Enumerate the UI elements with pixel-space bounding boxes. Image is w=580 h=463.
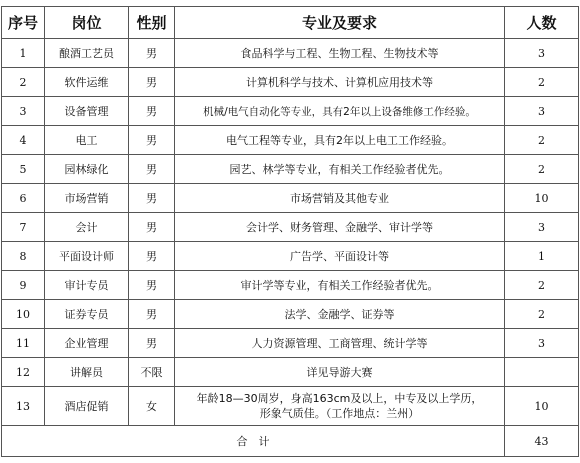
cell-requirements: 会计学、财务管理、金融学、审计学等 [175, 213, 505, 242]
cell-count: 2 [505, 68, 579, 97]
table-row [2, 300, 579, 329]
header-row [2, 7, 579, 39]
cell-requirements [175, 387, 505, 426]
cell-count: 2 [505, 126, 579, 155]
cell-gender: 男 [129, 68, 175, 97]
table-row [2, 126, 579, 155]
cell-gender: 男 [129, 184, 175, 213]
cell-seq: 1 [2, 39, 45, 68]
table-row [2, 68, 579, 97]
table-row [2, 97, 579, 126]
cell-gender: 女 [129, 387, 175, 426]
header-seq: 序号 [2, 7, 45, 39]
cell-position: 酿酒工艺员 [45, 39, 129, 68]
table-row [2, 358, 579, 387]
cell-position: 园林绿化 [45, 155, 129, 184]
cell-requirements: 园艺、林学等专业，有相关工作经验者优先。 [175, 155, 505, 184]
recruitment-table [1, 6, 579, 457]
table-row [2, 155, 579, 184]
total-label: 合 计 [2, 426, 505, 457]
table-row [2, 242, 579, 271]
cell-seq: 5 [2, 155, 45, 184]
cell-seq: 7 [2, 213, 45, 242]
cell-gender: 男 [129, 97, 175, 126]
cell-count: 10 [505, 184, 579, 213]
total-row [2, 426, 579, 457]
cell-gender: 男 [129, 329, 175, 358]
header-position: 岗位 [45, 7, 129, 39]
cell-position: 软件运维 [45, 68, 129, 97]
header-gender: 性别 [129, 7, 175, 39]
cell-count: 1 [505, 242, 579, 271]
cell-requirements: 审计学等专业，有相关工作经验者优先。 [175, 271, 505, 300]
cell-seq: 3 [2, 97, 45, 126]
cell-position: 平面设计师 [45, 242, 129, 271]
cell-position: 证券专员 [45, 300, 129, 329]
cell-gender: 不限 [129, 358, 175, 387]
cell-position: 电工 [45, 126, 129, 155]
cell-gender: 男 [129, 271, 175, 300]
cell-gender: 男 [129, 300, 175, 329]
cell-seq: 2 [2, 68, 45, 97]
cell-seq: 12 [2, 358, 45, 387]
cell-seq: 9 [2, 271, 45, 300]
table-row [2, 213, 579, 242]
cell-position: 酒店促销 [45, 387, 129, 426]
cell-position: 讲解员 [45, 358, 129, 387]
cell-requirements: 电气工程等专业，具有2年以上电工工作经验。 [175, 126, 505, 155]
cell-seq: 6 [2, 184, 45, 213]
cell-position: 企业管理 [45, 329, 129, 358]
cell-seq: 10 [2, 300, 45, 329]
cell-position: 会计 [45, 213, 129, 242]
table-row [2, 329, 579, 358]
header-count: 人数 [505, 7, 579, 39]
cell-requirements: 计算机科学与技术、计算机应用技术等 [175, 68, 505, 97]
cell-requirements: 食品科学与工程、生物工程、生物技术等 [175, 39, 505, 68]
cell-count: 3 [505, 39, 579, 68]
cell-requirements: 机械/电气自动化等专业，具有2年以上设备维修工作经验。 [175, 97, 505, 126]
cell-requirements: 广告学、平面设计等 [175, 242, 505, 271]
cell-count: 10 [505, 387, 579, 426]
cell-count: 3 [505, 329, 579, 358]
cell-requirements: 人力资源管理、工商管理、统计学等 [175, 329, 505, 358]
requirements-line-1: 年龄18—30周岁，身高163cm及以上，中专及以上学历， [196, 392, 483, 405]
cell-gender: 男 [129, 213, 175, 242]
cell-seq: 4 [2, 126, 45, 155]
cell-position: 审计专员 [45, 271, 129, 300]
cell-requirements: 市场营销及其他专业 [175, 184, 505, 213]
cell-seq: 13 [2, 387, 45, 426]
cell-count: 2 [505, 155, 579, 184]
cell-requirements: 法学、金融学、证券等 [175, 300, 505, 329]
cell-count [505, 358, 579, 387]
table-row [2, 271, 579, 300]
total-count: 43 [505, 426, 579, 457]
cell-gender: 男 [129, 39, 175, 68]
table-row [2, 184, 579, 213]
cell-position: 设备管理 [45, 97, 129, 126]
header-requirements: 专业及要求 [175, 7, 505, 39]
table-row [2, 39, 579, 68]
cell-count: 2 [505, 271, 579, 300]
cell-count: 3 [505, 97, 579, 126]
cell-position: 市场营销 [45, 184, 129, 213]
cell-seq: 11 [2, 329, 45, 358]
cell-requirements: 详见导游大赛 [175, 358, 505, 387]
cell-gender: 男 [129, 242, 175, 271]
cell-seq: 8 [2, 242, 45, 271]
cell-gender: 男 [129, 155, 175, 184]
cell-count: 3 [505, 213, 579, 242]
cell-gender: 男 [129, 126, 175, 155]
cell-count: 2 [505, 300, 579, 329]
requirements-line-2: 形象气质佳。（工作地点：兰州） [259, 407, 420, 420]
table-row [2, 387, 579, 426]
